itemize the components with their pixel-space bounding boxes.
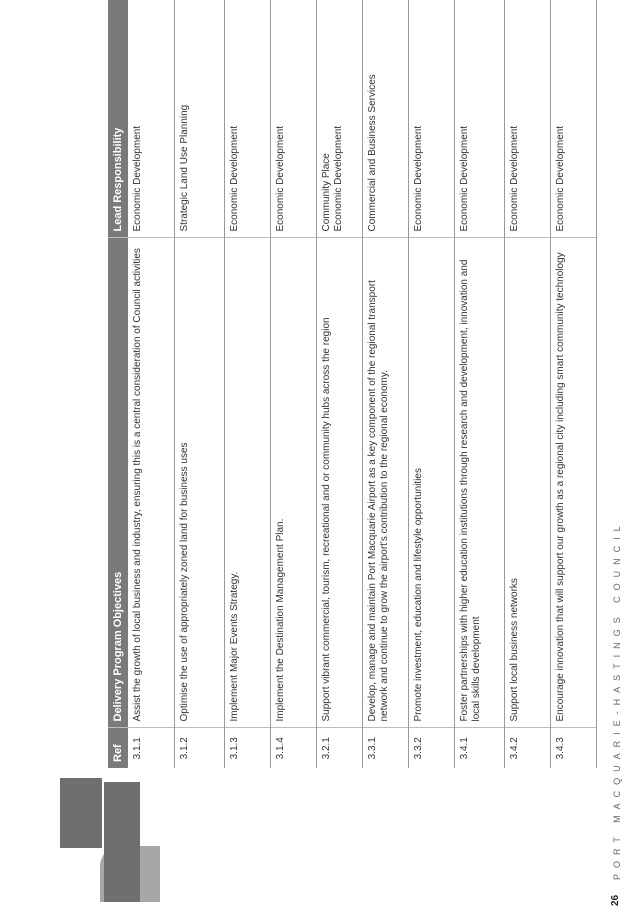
table-row — [224, 0, 270, 768]
footer-council-name: PORT MACQUARIE-HASTINGS COUNCIL — [612, 520, 622, 880]
cell-lead: Commercial and Business Services — [362, 0, 408, 238]
cell-ref: 3.1.3 — [224, 728, 270, 768]
cell-lead: Economic Development — [504, 0, 550, 238]
cell-objective: Develop, manage and maintain Port Macquarie Airport as a key component of the regional transport network and continue to grow the airport's contribution to the regional economy. — [362, 238, 408, 728]
table-row — [408, 0, 454, 768]
cell-objective: Assist the growth of local business and industry, ensuring this is a central consideration of Council activities — [128, 238, 174, 728]
cell-ref: 3.4.2 — [504, 728, 550, 768]
cell-objective: Optimise the use of appropriately zoned land for business uses — [174, 238, 224, 728]
cell-ref: 3.1.4 — [270, 728, 316, 768]
header-objective: Delivery Program Objectives — [108, 238, 128, 728]
table-row — [550, 0, 596, 768]
header-ref: Ref — [108, 728, 128, 768]
cell-objective: Implement the Destination Management Plan. — [270, 238, 316, 728]
table-row — [128, 0, 174, 768]
cell-ref: 3.3.1 — [362, 728, 408, 768]
cell-ref: 3.4.3 — [550, 728, 596, 768]
decorative-block — [104, 782, 140, 902]
cell-lead: Economic Development — [224, 0, 270, 238]
cell-ref: 3.1.2 — [174, 728, 224, 768]
cell-lead: Community Place Economic Development — [316, 0, 362, 238]
cell-ref: 3.2.1 — [316, 728, 362, 768]
table-row — [270, 0, 316, 768]
cell-lead: Economic Development — [128, 0, 174, 238]
cell-objective: Support local business networks — [504, 238, 550, 728]
decorative-block — [60, 778, 102, 848]
table-header-row — [108, 0, 128, 768]
cell-objective: Encourage innovation that will support our growth as a regional city including smart community technology — [550, 238, 596, 728]
objectives-table — [108, 0, 597, 768]
cell-objective: Foster partnerships with higher education institutions through research and development, innovation and local skills development — [454, 238, 504, 728]
cell-lead: Economic Development — [550, 0, 596, 238]
table-row — [454, 0, 504, 768]
table-row — [316, 0, 362, 768]
cell-lead: Strategic Land Use Planning — [174, 0, 224, 238]
table-row — [174, 0, 224, 768]
cell-lead: Economic Development — [454, 0, 504, 238]
cell-objective: Promote investment, education and lifestyle opportunities — [408, 238, 454, 728]
cell-lead: Economic Development — [270, 0, 316, 238]
page-number: 26 — [610, 894, 621, 906]
header-lead: Lead Responsibility — [108, 0, 128, 238]
cell-ref: 3.4.1 — [454, 728, 504, 768]
cell-objective: Support vibrant commercial, tourism, recreational and or community hubs across the region — [316, 238, 362, 728]
cell-lead: Economic Development — [408, 0, 454, 238]
cell-objective: Implement Major Events Strategy. — [224, 238, 270, 728]
table-row — [504, 0, 550, 768]
cell-ref: 3.1.1 — [128, 728, 174, 768]
cell-ref: 3.3.2 — [408, 728, 454, 768]
table-row — [362, 0, 408, 768]
